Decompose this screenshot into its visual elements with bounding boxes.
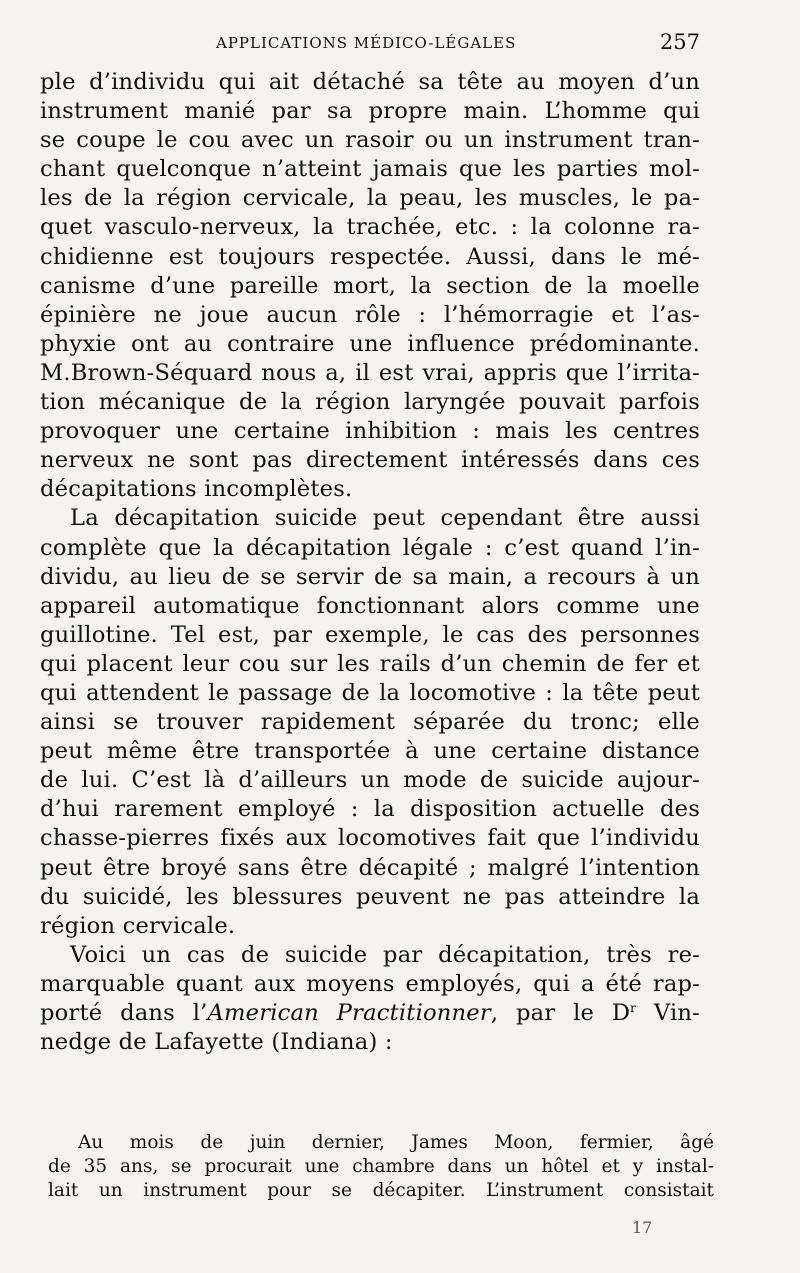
text-line: dividu, au lieu de se servir de sa main, a recours à un xyxy=(40,563,700,590)
text-line: se coupe le cou avec un rasoir ou un instrument tran- xyxy=(40,127,700,154)
quote-line: lait un instrument pour se décapiter. L’instrument consistait xyxy=(48,1180,714,1201)
signature-mark: 17 xyxy=(632,1218,653,1237)
body-text xyxy=(40,68,700,1057)
text-line: chasse-pierres fixés aux locomotives fait que l’individu xyxy=(40,825,700,852)
paragraph-start: La décapitation suicide peut cependant être aussi xyxy=(70,505,700,532)
text-line: ainsi se trouver rapidement séparée du tronc; elle xyxy=(40,709,700,736)
text-line: décapitations incomplètes. xyxy=(40,476,353,503)
text-line: quet vasculo-nerveux, la trachée, etc. : la colonne ra- xyxy=(40,214,700,241)
text-line: canisme d’une pareille mort, la section de la moelle xyxy=(40,272,700,299)
text-line: marquable quant aux moyens employés, qui a été rap- xyxy=(40,970,700,997)
text-line: qui placent leur cou sur les rails d’un chemin de fer et xyxy=(40,650,700,677)
text-line: peut être broyé sans être décapité ; malgré l’intention xyxy=(40,854,700,881)
text-line: nerveux ne sont pas directement intéressés dans ces xyxy=(40,447,700,474)
paragraph-start: Voici un cas de suicide par décapitation, très re- xyxy=(70,941,700,968)
text-line: les de la région cervicale, la peau, les muscles, le pa- xyxy=(40,185,700,212)
text-line: ple d’individu qui ait détaché sa tête au moyen d’un xyxy=(40,69,700,95)
text-line: guillotine. Tel est, par exemple, le cas des personnes xyxy=(40,621,700,648)
text-line: instrument manié par sa propre main. L’homme qui xyxy=(40,98,700,125)
page-header xyxy=(40,30,700,60)
text-line: qui attendent le passage de la locomotive : la tête peut xyxy=(40,679,700,706)
text-line: nedge de Lafayette (Indiana) : xyxy=(40,1029,393,1056)
quote-line: Au mois de juin dernier, James Moon, fermier, âgé xyxy=(78,1132,714,1153)
text-line: chant quelconque n’atteint jamais que les parties mol- xyxy=(40,156,700,183)
text-line: complète que la décapitation légale : c’est quand l’in- xyxy=(40,534,700,561)
text-line: région cervicale. xyxy=(40,912,236,939)
text-line: chidienne est toujours respectée. Aussi, dans le mé- xyxy=(40,243,700,270)
text-line: d’hui rarement employé : la disposition actuelle des xyxy=(40,796,700,823)
text-line-with-citation xyxy=(40,999,700,1028)
text-line: tion mécanique de la région laryngée pouvait parfois xyxy=(40,389,700,416)
text-line: appareil automatique fonctionnant alors comme une xyxy=(40,592,700,619)
text-line: du suicidé, les blessures peuvent ne pas atteindre la xyxy=(40,883,700,910)
quote-line: de 35 ans, se procurait une chambre dans un hôtel et y instal- xyxy=(48,1156,714,1177)
text-line: épinière ne joue aucun rôle : l’hémorragie et l’as- xyxy=(40,301,700,328)
journal-title: American Practitionner xyxy=(207,1000,491,1026)
page-number: 257 xyxy=(659,30,700,54)
text-line: M.Brown-Séquard nous a, il est vrai, appris que l’irrita- xyxy=(40,359,700,386)
text-segment: porté dans l’ xyxy=(40,1000,208,1026)
text-line: phyxie ont au contraire une influence prédominante. xyxy=(40,330,700,357)
text-line: peut même être transportée à une certaine distance xyxy=(40,738,700,765)
title-abbreviation-superscript: r xyxy=(630,1001,637,1015)
quoted-case-report xyxy=(48,1131,714,1203)
text-line: de lui. C’est là d’ailleurs un mode de suicide aujour- xyxy=(40,767,700,794)
text-segment: , par le D xyxy=(490,1000,631,1026)
running-title: APPLICATIONS MÉDICO-LÉGALES xyxy=(216,34,517,52)
text-line: provoquer une certaine inhibition : mais les centres xyxy=(40,418,700,445)
text-segment: Vin- xyxy=(636,1000,700,1026)
